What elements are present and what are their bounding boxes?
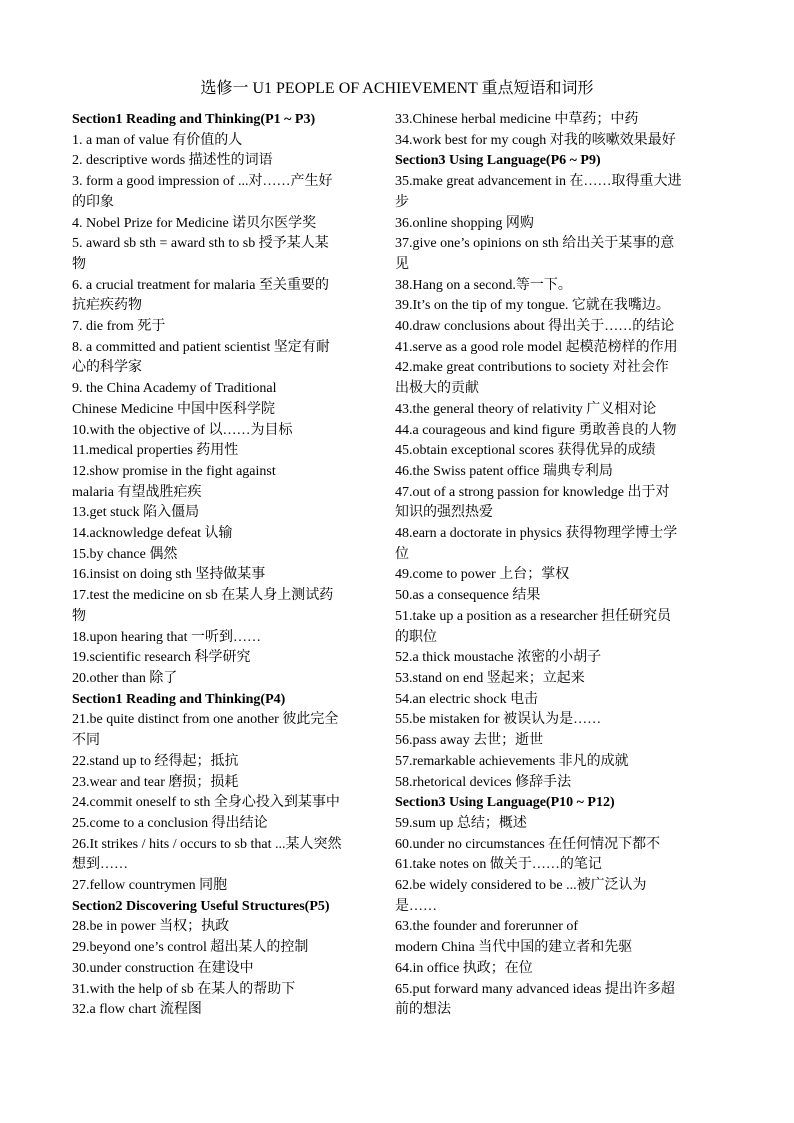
- section-header: Section1 Reading and Thinking(P4): [72, 691, 286, 707]
- phrase-line: 心的科学家: [72, 360, 142, 376]
- phrase-line: 出极大的贡献: [395, 381, 479, 397]
- section-header: Section2 Discovering Useful Structures(P5): [72, 898, 330, 914]
- phrase-line: 50.as a consequence 结果: [395, 588, 541, 604]
- phrase-line: 37.give one’s opinions on sth 给出关于某事的意: [395, 236, 675, 252]
- phrase-line: 26.It strikes / hits / occurs to sb that ...某人突然: [72, 836, 342, 852]
- phrase-line: 步: [395, 194, 409, 210]
- phrase-line: 56.pass away 去世；逝世: [395, 733, 544, 749]
- phrase-line: 32.a flow chart 流程图: [72, 1002, 202, 1018]
- phrase-line: 12.show promise in the fight against: [72, 463, 276, 479]
- phrase-line: 40.draw conclusions about 得出关于……的结论: [395, 319, 675, 335]
- phrase-line: 4. Nobel Prize for Medicine 诺贝尔医学奖: [72, 215, 317, 231]
- phrase-line: 63.the founder and forerunner of: [395, 919, 579, 935]
- section-header: Section3 Using Language(P6 ~ P9): [395, 153, 601, 169]
- phrase-line: 44.a courageous and kind figure 勇敢善良的人物: [395, 422, 677, 438]
- phrase-line: 5. award sb sth = award sth to sb 授予某人某: [72, 236, 329, 252]
- page-title: 选修一 U1 PEOPLE OF ACHIEVEMENT 重点短语和词形: [200, 80, 594, 97]
- phrase-line: 34.work best for my cough 对我的咳嗽效果最好: [395, 132, 676, 148]
- phrase-line: 43.the general theory of relativity 广义相对论: [395, 401, 657, 417]
- phrase-line: 64.in office 执政；在位: [395, 960, 533, 976]
- phrase-line: 53.stand on end 竖起来；立起来: [395, 670, 585, 686]
- phrase-line: 物: [72, 608, 86, 624]
- phrase-line: 51.take up a position as a researcher 担任研究员: [395, 608, 672, 624]
- phrase-line: 38.Hang on a second.等一下。: [395, 277, 572, 293]
- phrase-line: 2. descriptive words 描述性的词语: [72, 153, 273, 169]
- phrase-line: Chinese Medicine 中国中医科学院: [72, 401, 275, 417]
- phrase-line: 29.beyond one’s control 超出某人的控制: [72, 940, 309, 956]
- phrase-line: 25.come to a conclusion 得出结论: [72, 815, 268, 831]
- phrase-line: 7. die from 死于: [72, 319, 166, 335]
- phrase-line: 62.be widely considered to be ...被广泛认为: [395, 878, 647, 894]
- phrase-line: 9. the China Academy of Traditional: [72, 381, 277, 397]
- phrase-line: 22.stand up to 经得起；抵抗: [72, 753, 239, 769]
- phrase-line: 30.under construction 在建设中: [72, 960, 254, 976]
- phrase-line: 57.remarkable achievements 非凡的成就: [395, 753, 629, 769]
- phrase-line: 35.make great advancement in 在……取得重大进: [395, 174, 682, 190]
- phrase-line: 17.test the medicine on sb 在某人身上测试药: [72, 588, 334, 604]
- phrase-line: 60.under no circumstances 在任何情况下都不: [395, 836, 661, 852]
- phrase-line: 物: [72, 256, 86, 272]
- phrase-line: 54.an electric shock 电击: [395, 691, 539, 707]
- phrase-line: 6. a crucial treatment for malaria 至关重要的: [72, 277, 329, 293]
- phrase-line: 8. a committed and patient scientist 坚定有耐: [72, 339, 330, 355]
- phrase-line: 的职位: [395, 629, 437, 645]
- phrase-line: 39.It’s on the tip of my tongue. 它就在我嘴边。: [395, 298, 670, 314]
- phrase-line: 41.serve as a good role model 起模范榜样的作用: [395, 339, 678, 355]
- phrase-line: 10.with the objective of 以……为目标: [72, 422, 293, 438]
- phrase-line: 16.insist on doing sth 坚持做某事: [72, 567, 266, 583]
- phrase-line: 33.Chinese herbal medicine 中草药；中药: [395, 112, 639, 127]
- phrase-line: 14.acknowledge defeat 认输: [72, 526, 233, 542]
- phrase-line: 11.medical properties 药用性: [72, 443, 239, 459]
- phrase-line: 61.take notes on 做关于……的笔记: [395, 857, 602, 873]
- phrase-line: 24.commit oneself to sth 全身心投入到某事中: [72, 795, 340, 811]
- phrase-line: 58.rhetorical devices 修辞手法: [395, 774, 572, 790]
- phrase-line: 65.put forward many advanced ideas 提出许多超: [395, 981, 675, 997]
- phrase-line: 47.out of a strong passion for knowledge 出于对: [395, 484, 670, 500]
- phrase-line: 49.come to power 上台；掌权: [395, 567, 570, 583]
- phrase-line: 46.the Swiss patent office 瑞典专利局: [395, 463, 613, 479]
- phrase-line: 45.obtain exceptional scores 获得优异的成绩: [395, 443, 656, 459]
- phrase-line: 48.earn a doctorate in physics 获得物理学博士学: [395, 526, 678, 542]
- phrase-line: 是……: [395, 898, 437, 914]
- phrase-line: 21.be quite distinct from one another 彼此完全: [72, 712, 339, 728]
- phrase-line: 位: [395, 546, 409, 562]
- phrase-line: 18.upon hearing that 一听到……: [72, 629, 261, 645]
- phrase-line: modern China 当代中国的建立者和先驱: [395, 940, 633, 956]
- phrase-line: 前的想法: [395, 1002, 451, 1018]
- phrase-line: 55.be mistaken for 被误认为是……: [395, 712, 602, 728]
- phrase-line: 3. form a good impression of ...对……产生好: [72, 174, 333, 190]
- phrase-line: 27.fellow countrymen 同胞: [72, 878, 228, 894]
- right-column: [395, 110, 725, 1021]
- phrase-line: 想到……: [72, 857, 128, 873]
- phrase-line: 19.scientific research 科学研究: [72, 650, 251, 666]
- phrase-line: 36.online shopping 网购: [395, 215, 534, 231]
- phrase-line: 见: [395, 256, 409, 272]
- phrase-line: malaria 有望战胜疟疾: [72, 484, 202, 500]
- phrase-line: 42.make great contributions to society 对社会作: [395, 360, 669, 376]
- phrase-line: 抗疟疾药物: [72, 298, 142, 314]
- phrase-line: 52.a thick moustache 浓密的小胡子: [395, 650, 602, 666]
- phrase-line: 1. a man of value 有价值的人: [72, 132, 243, 148]
- phrase-line: 31.with the help of sb 在某人的帮助下: [72, 981, 296, 997]
- phrase-line: 28.be in power 当权；执政: [72, 919, 230, 935]
- phrase-line: 知识的强烈热爱: [395, 505, 493, 521]
- section-header: Section3 Using Language(P10 ~ P12): [395, 795, 615, 811]
- phrase-line: 59.sum up 总结；概述: [395, 815, 527, 831]
- section-header: Section1 Reading and Thinking(P1 ~ P3): [72, 112, 316, 127]
- phrase-line: 13.get stuck 陷入僵局: [72, 505, 200, 521]
- phrase-line: 不同: [72, 733, 100, 749]
- left-column: [72, 110, 386, 1021]
- phrase-line: 23.wear and tear 磨损；损耗: [72, 774, 239, 790]
- phrase-line: 的印象: [72, 194, 114, 210]
- phrase-line: 20.other than 除了: [72, 670, 178, 686]
- phrase-line: 15.by chance 偶然: [72, 546, 178, 562]
